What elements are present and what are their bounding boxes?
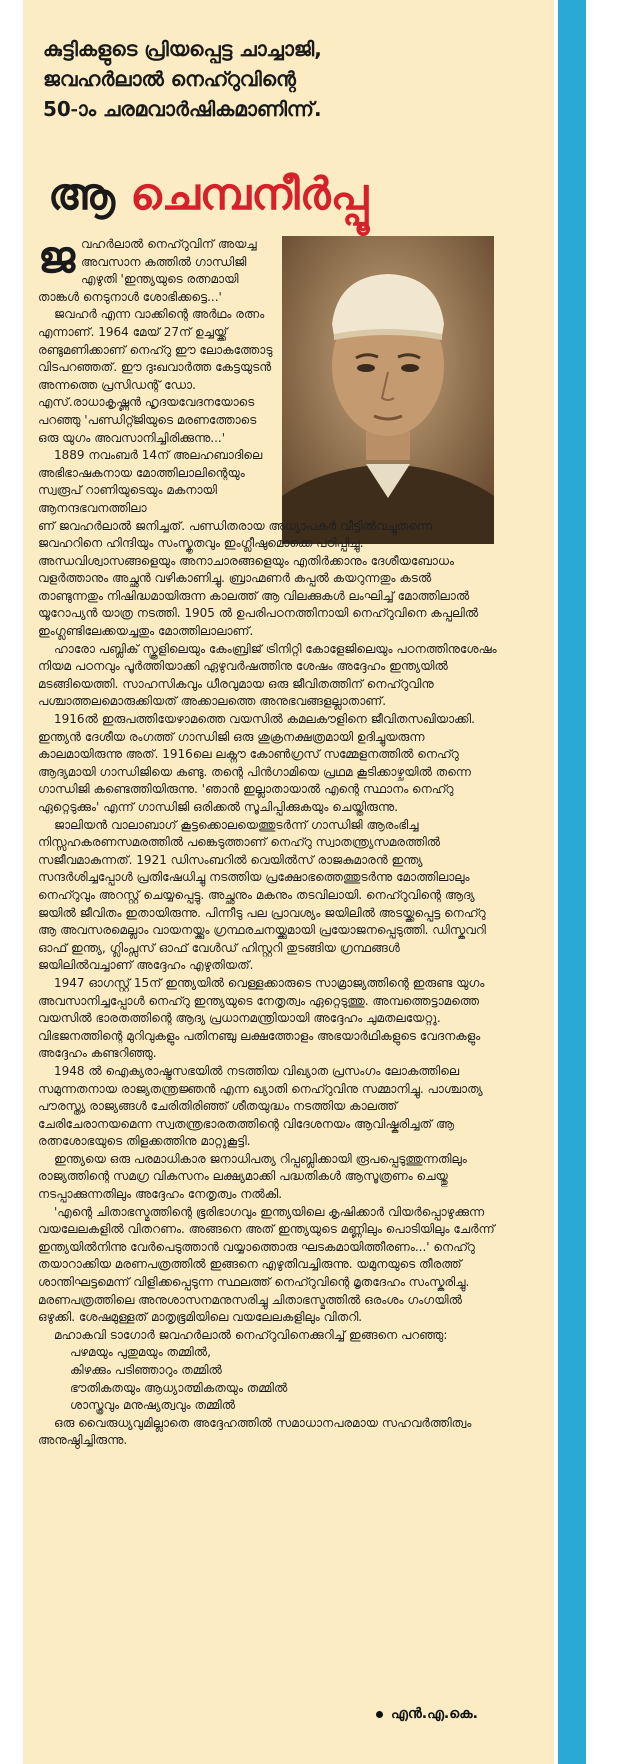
paragraph-2b: ണ് ജവഹർലാൽ ജനിച്ചത്. പണ്ഡിതരായ അധ്യാപകർ വീട്ടിൽവച്ചുതന്നെ ജവഹറിനെ ഹിന്ദിയും സംസ്കൃതവും ഇംഗ്ലീഷുമൊക്കെ പഠിപ്പിച്ചു. അന്ധവിശ്വാസങ്ങളെയും അനാചാരങ്ങളെയും എതിർക്കാനും ദേശീയബോധം വളർത്താനും അച്ഛൻ വഴികാണിച്ചു. ബ്രാഹ്മണർ കപ്പൽ കയറുന്നതും കടൽ താണ്ടുന്നതും നിഷിദ്ധമായിരുന്ന കാലത്ത് ആ വിലക്കുകൾ ലംഘിച്ച് മോത്തിലാൽ യൂറോപ്യൻ യാത്ര നടത്തി. 1905 ൽ ഉപരിപഠനത്തിനായി നെഹ്റുവിനെ കപ്പലിൽ ഇംഗ്ലണ്ടിലേക്കയച്ചതും മോത്തിലാലാണ്. (38, 518, 479, 639)
paragraph-11: ഒരു വൈരുധ്യവുമില്ലാതെ അദ്ദേഹത്തിൽ സമാധാനപരമായ സഹവർത്തിത്വം അനുഷ്ഠിച്ചിരുന്നു. (38, 1415, 472, 1448)
paragraph-9: 'എന്റെ ചിതാഭസ്മത്തിന്റെ ഭൂരിഭാഗവും ഇന്ത്യയിലെ കൃഷിക്കാർ വിയർപ്പൊഴുക്കുന്ന വയലേലകളിൽ വിതറണം. അങ്ങനെ അത് ഇന്ത്യയുടെ മണ്ണിലും പൊടിയിലും ചേർന്ന് ഇന്ത്യയിൽനിന്നു വേർപെടുത്താൻ വയ്യാത്തൊരു ഘടകമായിത്തീരണം...' നെഹ്റു തയാറാക്കിയ മരണപത്രത്തിൽ ഇങ്ങനെ എഴുതിവച്ചിരുന്നു. യമുനയുടെ തീരത്ത് ശാന്തിഘട്ടമെന്ന് വിളിക്കപ്പെടുന്ന സ്ഥലത്ത് നെഹ്റുവിന്റെ മൃതദേഹം സംസ്കരിച്ചു. മരണപത്രത്തിലെ അനുശാസനമനുസരിച്ചു ചിതാഭസ്മത്തിൽ ഒരംശം ഗംഗയിൽ ഒഴുക്കി. ശേഷമുള്ളത് മാതൃഭൂമിയിലെ വയലേലകളിലും വിതറി. (38, 1204, 495, 1325)
tagore-poem (38, 1344, 498, 1414)
paragraph-3: ഹാരോ പബ്ലിക് സ്കൂളിലെയും കേംബ്രിജ് ട്രിനിറ്റി കോളേജിലെയും പഠനത്തിനുശേഷം നിയമ പഠനവും പൂർത്തിയാക്കി ഏഴുവർഷത്തിനു ശേഷം അദ്ദേഹം ഇന്ത്യയിൽ മടങ്ങിയെത്തി. സാഹസികവും ധീരവുമായ ഒരു ജീവിതത്തിന് നെഹ്റുവിനു പശ്ചാത്തലമൊരുക്കിയത് അക്കാലത്തെ അനുഭവങ്ങളല്ലാതാണ്. (38, 641, 497, 709)
paragraph-10: മഹാകവി ടാഗോർ ജവഹർലാൽ നെഹ്റുവിനെക്കുറിച്ച് ഇങ്ങനെ പറഞ്ഞു: (54, 1327, 448, 1342)
paragraph-5: ജാലിയൻ വാലാബാഗ് കൂട്ടക്കൊലയെത്തുടർന്ന് ഗാന്ധിജി ആരംഭിച്ച നിസ്സഹകരണസമരത്തിൽ പങ്കെടുത്താണ് നെഹ്റു സ്വാതന്ത്ര്യസമരത്തിൽ സജീവമാകുന്നത്. 1921 ഡിസംബറിൽ വെയിൽസ് രാജകുമാരൻ ഇന്ത്യ സന്ദർശിച്ചപ്പോൾ പ്രതിഷേധിച്ചു നടത്തിയ പ്രക്ഷോഭത്തെത്തുടർന്നു മോത്തിലാലും നെഹ്റുവും അറസ്റ്റ് ചെയ്യപ്പെട്ടു. അച്ഛനും മകനും തടവിലായി. നെഹ്റുവിന്റെ ആദ്യ ജയിൽ ജീവിതം ഇതായിരുന്നു. പിന്നീടു പല പ്രാവശ്യം ജയിലിൽ അടയ്ക്കപ്പെട്ട നെഹ്റു ആ അവസരമെല്ലാം വായനയ്ക്കും ഗ്രന്ഥരചനയ്ക്കുമായി പ്രയോജനപ്പെടുത്തി. ഡിസ്കവറി ഓഫ് ഇന്ത്യ, ഗ്ലിംപ്സസ് ഓഫ് വേൾഡ് ഹിസ്റ്ററി തുടങ്ങിയ ഗ്രന്ഥങ്ങൾ ജയിലിൽവച്ചാണ് അദ്ദേഹം എഴുതിയത്. (38, 817, 486, 973)
kicker-line-3: 50-ാം ചരമവാർഷികമാണിന്ന്. (43, 97, 322, 121)
poem-line: ഭൗതികതയും ആധ്യാത്മികതയും തമ്മിൽ (70, 1380, 288, 1395)
poem-line: ശാസ്ത്രവും മനുഷ്യത്വവും തമ്മിൽ (70, 1398, 236, 1413)
bullet-dot-icon (376, 1711, 383, 1718)
intro-paragraph (38, 232, 274, 306)
article-body (38, 232, 498, 1450)
paragraph-4: 1916ൽ ഇരുപത്തിയേഴാമത്തെ വയസിൽ കമലകൗളിനെ ജീവിതസഖിയാക്കി. ഇന്ത്യൻ ദേശീയ രംഗത്ത് ഗാന്ധിജി ഒരു ശുക്രനക്ഷത്രമായി ഉദിച്ചുയരുന്ന കാലമായിരുന്നു അത്. 1916ലെ ലക്നൗ കോൺഗ്രസ് സമ്മേളനത്തിൽ നെഹ്റു ആദ്യമായി ഗാന്ധിജിയെ കണ്ടു. തന്റെ പിൻഗാമിയെ പ്രഥമ കൂടിക്കാഴ്ചയിൽ തന്നെ ഗാന്ധിജി കണ്ടെത്തിയിരുന്നു. 'ഞാൻ ഇല്ലാതായാൽ എന്റെ സ്ഥാനം നെഹ്റു ഏറ്റെടുക്കും' എന്ന് ഗാന്ധിജി ഒരിക്കൽ സൂചിപ്പിക്കുകയും ചെയ്തിരുന്നു. (38, 712, 475, 814)
headline-rest: ചെമ്പനീർപ്പൂ (130, 169, 369, 220)
byline (376, 1706, 478, 1722)
paragraph-1: ജവഹർ എന്ന വാക്കിന്റെ അർഥം രത്നം എന്നാണ്. 1964 മേയ് 27ന് ഉച്ചയ്ക്ക് രണ്ടുമണിക്കാണ് നെഹ്റു ഈ ലോകത്തോടു വിടപറഞ്ഞത്. ഈ ദുഃഖവാർത്ത കേട്ടയുടൻ അന്നത്തെ പ്രസിഡന്റ് ഡോ. എസ്.രാധാകൃഷ്ണൻ ഹൃദയവേദനയോടെ പറഞ്ഞു 'പണ്ഡിറ്റ്ജിയുടെ മരണത്തോടെ ഒരു യുഗം അവസാനിച്ചിരിക്കുന്നു...' (38, 307, 273, 445)
kicker (43, 34, 483, 124)
byline-text: എൻ.എ.കെ. (391, 1706, 478, 1722)
paragraph-6: 1947 ഓഗസ്റ്റ് 15ന് ഇന്ത്യയിൽ വെള്ളക്കാരുടെ സാമ്രാജ്യത്തിന്റെ ഇരുണ്ട യുഗം അവസാനിച്ചപ്പോൾ നെഹ്റു ഇന്ത്യയുടെ നേതൃത്വം ഏറ്റെടുത്തു. അമ്പത്തെട്ടാമത്തെ വയസിൽ ഭാരതത്തിന്റെ ആദ്യ പ്രധാനമന്ത്രിയായി അദ്ദേഹം ചുമതലയേറ്റു. വിഭജനത്തിന്റെ മുറിവുകളും പതിനഞ്ചു ലക്ഷത്തോളം അഭയാർഥികളുടെ വേദനകളും അദ്ദേഹം കണ്ടറിഞ്ഞു. (38, 975, 485, 1061)
kicker-line-1: കുട്ടികളുടെ പ്രിയപ്പെട്ട ചാച്ചാജി, (43, 37, 322, 61)
drop-cap: ജ (38, 232, 76, 283)
paragraph-2a: 1889 നവംബർ 14ന് അലഹബാദിലെ അഭിഭാഷകനായ മോത്തിലാലിന്റെയും സ്വരൂപ് റാണിയുടെയും മകനായി ആനന്ദഭവനത്തിലാ (38, 448, 263, 515)
headline-lead: ആ (48, 169, 115, 220)
body-column-beside-photo (38, 232, 274, 518)
paragraph-8: ഇന്ത്യയെ ഒരു പരമാധികാര ജനാധിപത്യ റിപ്പബ്ലിക്കായി രൂപപ്പെടുത്തുന്നതിലും രാജ്യത്തിന്റെ സമഗ്ര വികസനം ലക്ഷ്യമാക്കി പദ്ധതികൾ ആസൂത്രണം ചെയ്തു നടപ്പാക്കുന്നതിലും അദ്ദേഹം നേതൃത്വം നൽകി. (38, 1151, 467, 1202)
kicker-line-2: ജവഹർലാൽ നെഹ്റുവിന്റെ (43, 67, 296, 91)
paragraph-7: 1948 ൽ ഐക്യരാഷ്ട്രസഭയിൽ നടത്തിയ വിഖ്യാത പ്രസംഗം ലോകത്തിലെ സമുന്നതനായ രാജ്യതന്ത്രജ്ഞൻ എന്ന ഖ്യാതി നെഹ്റുവിനു സമ്മാനിച്ചു. പാശ്ചാത്യ പൗരസ്ത്യ രാജ്യങ്ങൾ ചേരിതിരിഞ്ഞ് ശീതയുദ്ധം നടത്തിയ കാലത്ത് ചേരിചേരാനയമെന്ന സ്വതന്ത്രഭാരതത്തിന്റെ വിദേശനയം ആവിഷ്കരിച്ചത് ആ രത്നശോഭയുടെ തിളക്കത്തിനു മാറ്റുകൂട്ടി. (38, 1063, 483, 1149)
headline (48, 168, 488, 222)
poem-line: പഴമയും പുതുമയും തമ്മിൽ, (70, 1345, 211, 1360)
intro-text: വഹർലാൽ നെഹ്റുവിന് അയച്ച അവസാന കത്തിൽ ഗാന്ധിജി എഴുതി 'ഇന്ത്യയുടെ രത്നമായി താങ്കൾ നെടുനാൾ ശോഭിക്കട്ടെ...' (38, 237, 257, 304)
blue-side-stripe (558, 0, 586, 1764)
poem-line: കിഴക്കും പടിഞ്ഞാറും തമ്മിൽ (70, 1363, 222, 1377)
